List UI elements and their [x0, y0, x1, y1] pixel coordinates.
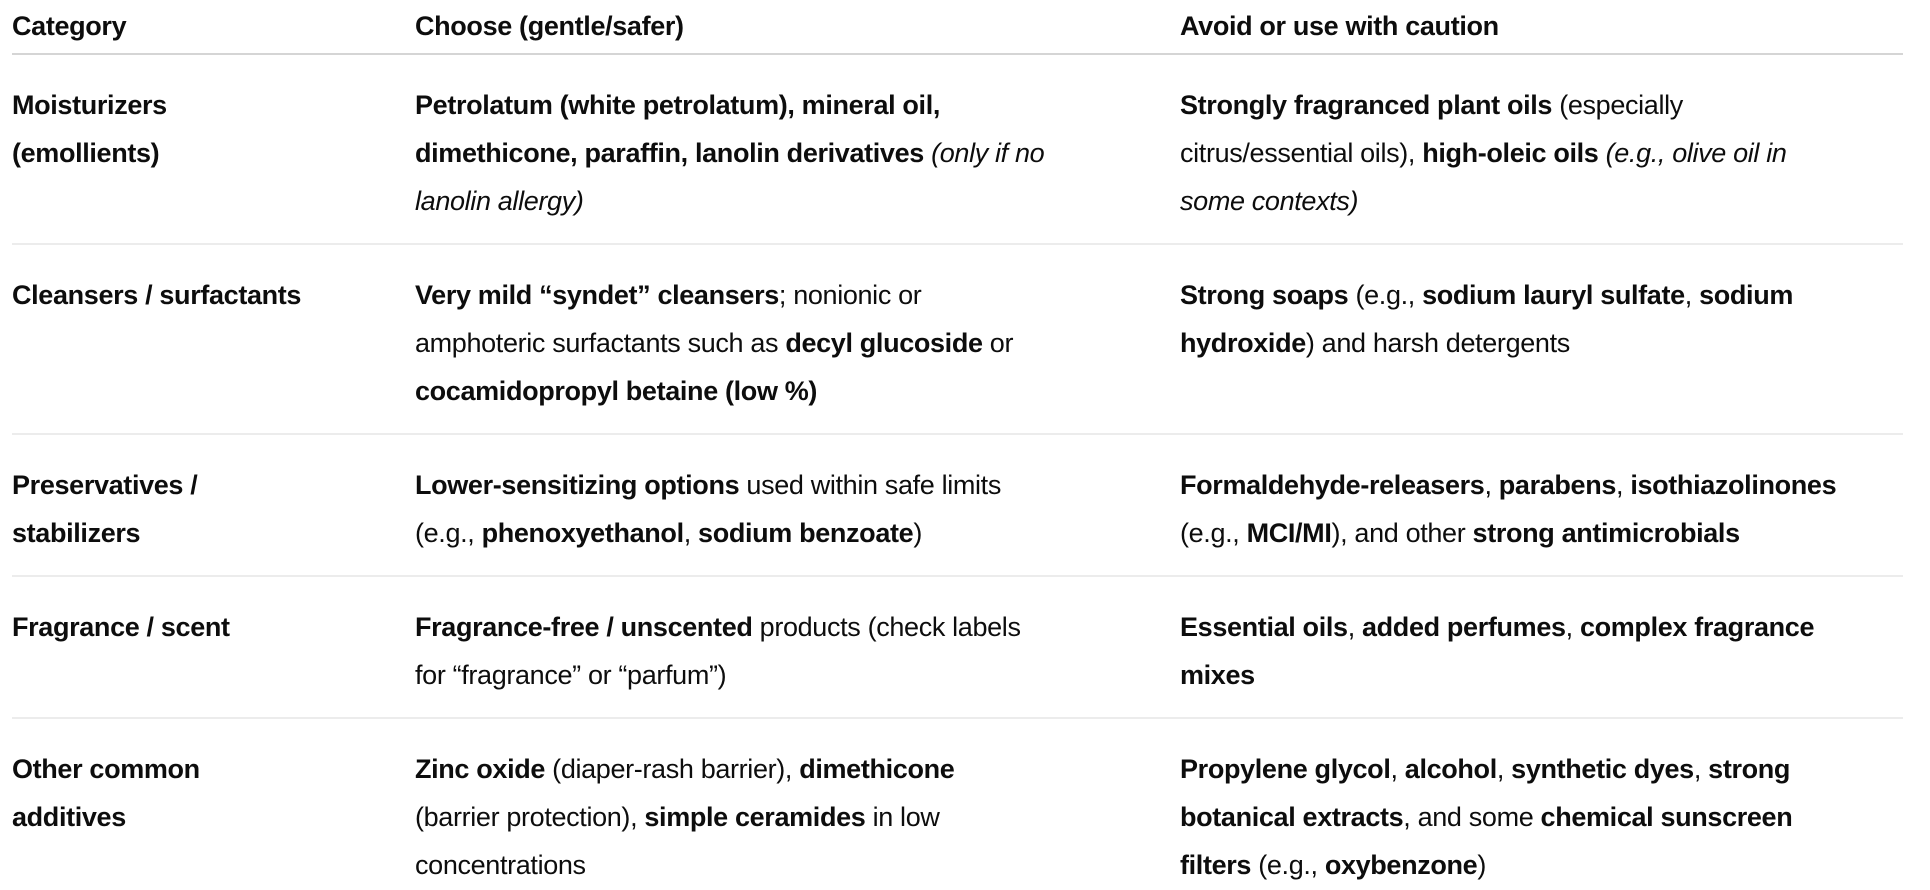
text-segment: (barrier protection), [415, 802, 645, 832]
avoid-cell [1180, 718, 1903, 890]
text-segment: products (check labels [752, 612, 1021, 642]
text-segment: alcohol [1404, 754, 1497, 784]
text-segment: , [1693, 754, 1709, 784]
avoid-cell [1180, 434, 1903, 576]
text-line [415, 177, 1180, 225]
text-segment: stabilizers [12, 518, 141, 548]
text-segment: simple ceramides [644, 802, 866, 832]
text-segment: chemical sunscreen [1540, 802, 1793, 832]
text-segment: added perfumes [1362, 612, 1566, 642]
text-segment: Other common [12, 754, 200, 784]
text-segment: synthetic dyes [1511, 754, 1694, 784]
text-segment: strong antimicrobials [1472, 518, 1740, 548]
text-segment: Fragrance / scent [12, 612, 230, 642]
header-row [12, 0, 1903, 54]
text-segment: ), and other [1331, 518, 1473, 548]
text-line [415, 367, 1180, 415]
text-line [415, 603, 1180, 651]
text-segment: (e.g., [415, 518, 482, 548]
choose-cell [415, 54, 1180, 244]
text-line [1180, 271, 1903, 319]
text-segment: Cleansers / surfactants [12, 280, 302, 310]
text-line [12, 745, 415, 793]
text-segment: sodium [1699, 280, 1793, 310]
text-segment: strong [1708, 754, 1791, 784]
text-segment: , [1616, 470, 1631, 500]
text-segment: Preservatives / [12, 470, 198, 500]
choose-cell [415, 434, 1180, 576]
text-line [1180, 793, 1903, 841]
text-segment: Petrolatum (white petrolatum), mineral oil, [415, 90, 941, 120]
text-segment: Essential oils [1180, 612, 1348, 642]
choose-cell [415, 718, 1180, 890]
table-row [12, 434, 1903, 576]
text-segment: MCI/MI [1246, 518, 1332, 548]
text-segment: complex fragrance [1579, 612, 1815, 642]
text-line [415, 129, 1180, 177]
text-line [1180, 81, 1903, 129]
avoid-cell [1180, 54, 1903, 244]
text-segment: Strong soaps [1180, 280, 1349, 310]
header-avoid: Avoid or use with caution [1180, 0, 1903, 54]
text-segment: isothiazolinones [1630, 470, 1837, 500]
text-segment: high-oleic oils [1422, 138, 1599, 168]
text-line [12, 461, 415, 509]
text-segment: , and some [1403, 802, 1541, 832]
text-segment: Fragrance-free / unscented [415, 612, 753, 642]
text-line [12, 271, 415, 319]
text-line [415, 793, 1180, 841]
text-line [1180, 603, 1903, 651]
text-line [1180, 461, 1903, 509]
category-cell [12, 54, 415, 244]
text-segment: Formaldehyde-releasers [1180, 470, 1485, 500]
text-segment: parabens [1498, 470, 1617, 500]
category-cell [12, 434, 415, 576]
text-segment: (e.g., [1180, 518, 1247, 548]
text-segment: hydroxide [1180, 328, 1306, 358]
text-segment: (e.g., [1348, 280, 1423, 310]
text-segment: amphoteric surfactants such as [415, 328, 786, 358]
text-segment: ) [913, 518, 922, 548]
text-segment: decyl glucoside [785, 328, 983, 358]
text-segment: (diaper-rash barrier), [545, 754, 800, 784]
text-line [1180, 129, 1903, 177]
text-line [12, 81, 415, 129]
text-segment: oxybenzone [1324, 850, 1478, 880]
table-header [12, 0, 1903, 54]
text-segment: (e.g., [1251, 850, 1325, 880]
text-line [415, 271, 1180, 319]
text-segment: for “fragrance” or “parfum”) [415, 660, 727, 690]
text-segment: citrus/essential oils), [1180, 138, 1423, 168]
text-segment: sodium lauryl sulfate [1422, 280, 1685, 310]
text-line [1180, 319, 1903, 367]
text-segment: , [1390, 754, 1405, 784]
text-line [1180, 841, 1903, 889]
text-line [12, 793, 415, 841]
text-segment: , [1484, 470, 1499, 500]
text-segment: sodium benzoate [698, 518, 914, 548]
text-line [415, 841, 1180, 889]
text-segment: Propylene glycol [1180, 754, 1391, 784]
text-segment: phenoxyethanol [481, 518, 684, 548]
text-line [415, 319, 1180, 367]
text-segment: , [1496, 754, 1512, 784]
text-segment: (emollients) [12, 138, 160, 168]
text-line [415, 745, 1180, 793]
text-segment: mixes [1180, 660, 1255, 690]
text-segment: , [1684, 280, 1700, 310]
header-choose: Choose (gentle/safer) [415, 0, 1180, 54]
text-segment: Moisturizers [12, 90, 167, 120]
text-segment: used within safe limits [739, 470, 1001, 500]
text-line [1180, 651, 1903, 699]
text-segment: cocamidopropyl betaine (low %) [415, 376, 818, 406]
table-row [12, 576, 1903, 718]
text-line [12, 603, 415, 651]
text-segment: , [683, 518, 699, 548]
text-segment: or [982, 328, 1014, 358]
choose-cell [415, 244, 1180, 434]
text-segment: some contexts) [1180, 186, 1359, 216]
choose-cell [415, 576, 1180, 718]
text-segment: in low [865, 802, 940, 832]
text-line [1180, 177, 1903, 225]
text-line [12, 129, 415, 177]
category-cell [12, 718, 415, 890]
text-segment: Strongly fragranced plant oils [1180, 90, 1553, 120]
text-segment: , [1347, 612, 1362, 642]
text-segment: dimethicone [799, 754, 955, 784]
text-segment: ) and harsh detergents [1305, 328, 1570, 358]
avoid-cell [1180, 576, 1903, 718]
table-row [12, 54, 1903, 244]
table-row [12, 244, 1903, 434]
text-segment: Lower-sensitizing options [415, 470, 740, 500]
text-line [415, 651, 1180, 699]
table-row [12, 718, 1903, 890]
text-segment: additives [12, 802, 126, 832]
text-line [12, 509, 415, 557]
header-category: Category [12, 0, 415, 54]
ingredient-comparison-table [12, 0, 1903, 890]
text-segment: dimethicone, paraffin, lanolin derivatives [415, 138, 924, 168]
avoid-cell [1180, 244, 1903, 434]
text-segment: concentrations [415, 850, 586, 880]
category-cell [12, 576, 415, 718]
text-segment: ) [1477, 850, 1486, 880]
text-segment: Zinc oxide [415, 754, 546, 784]
text-segment: ; nonionic or [778, 280, 922, 310]
text-segment: (only if no [931, 138, 1045, 168]
text-segment: , [1565, 612, 1580, 642]
text-line [1180, 745, 1903, 793]
text-segment: lanolin allergy) [415, 186, 584, 216]
text-segment: (especially [1552, 90, 1683, 120]
table-body [12, 54, 1903, 890]
text-segment: Very mild “syndet” cleansers [415, 280, 779, 310]
text-line [415, 81, 1180, 129]
category-cell [12, 244, 415, 434]
text-segment [1598, 138, 1605, 168]
text-segment: botanical extracts [1180, 802, 1404, 832]
text-line [1180, 509, 1903, 557]
text-line [415, 461, 1180, 509]
text-segment: (e.g., olive oil in [1605, 138, 1787, 168]
text-segment: filters [1180, 850, 1252, 880]
text-line [415, 509, 1180, 557]
